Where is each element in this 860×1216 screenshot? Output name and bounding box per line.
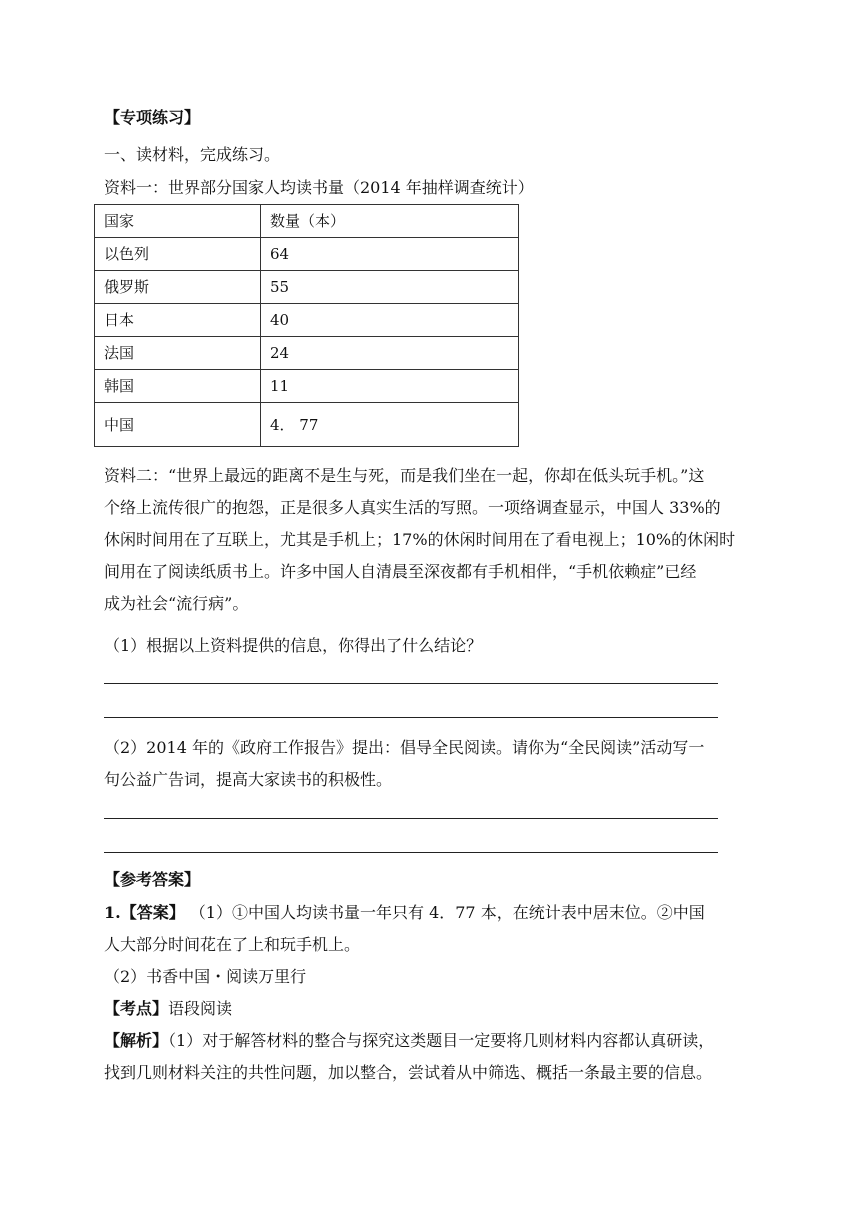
jiexi-line: 找到几则材料关注的共性问题，加以整合，尝试着从中筛选、概括一条最主要的信息。 [104, 1063, 713, 1082]
answer-text: （1）①中国人均读书量一年只有 4．77 本，在统计表中居末位。②中国 [184, 903, 705, 922]
table-row [95, 238, 519, 271]
jiexi-label: 【解析】 [104, 1031, 169, 1050]
answer-blank-line [104, 818, 718, 819]
answer-line: 人大部分时间花在了上和玩手机上。 [104, 935, 361, 954]
paragraph-line: （2）2014 年的《政府工作报告》提出：倡导全民阅读。请你为“全民阅读”活动写一 [104, 738, 705, 757]
answer-label: 1.【答案】 [104, 903, 185, 922]
table-cell-country: 中国 [95, 403, 261, 447]
paragraph-line: 句公益广告词，提高大家读书的积极性。 [104, 770, 393, 789]
table-cell-country: 法国 [95, 337, 261, 370]
paragraph-line: 成为社会“流行病”。 [104, 594, 249, 613]
answer-line: （2）书香中国・阅读万里行 [104, 967, 307, 986]
material-one-title: 资料一：世界部分国家人均读书量（2014 年抽样调查统计） [104, 178, 534, 197]
table-cell-country: 以色列 [95, 238, 261, 271]
kaodian-text: 语段阅读 [168, 999, 233, 1018]
answer-blank-line [104, 683, 718, 684]
answer-line [104, 897, 784, 929]
table-row [95, 337, 519, 370]
table-cell-count: 64 [261, 238, 519, 271]
paragraph-line: 间用在了阅读纸质书上。许多中国人自清晨至深夜都有手机相伴，“手机依赖症”已经 [104, 562, 697, 581]
table-cell-count: 4． 77 [261, 403, 519, 447]
answer-heading: 【参考答案】 [104, 870, 201, 889]
table-cell-country: 韩国 [95, 370, 261, 403]
jiexi-text: （1）对于解答材料的整合与探究这类题目一定要将几则材料内容都认真研读， [168, 1031, 715, 1050]
answer-blank-line [104, 852, 718, 853]
table-row [95, 403, 519, 447]
table-cell-count: 11 [261, 370, 519, 403]
table-cell-count: 40 [261, 304, 519, 337]
paragraph-line: 个络上流传很广的抱怨，正是很多人真实生活的写照。一项络调查显示，中国人 33%的 [104, 498, 721, 517]
answer-blank-line [104, 717, 718, 718]
table-header-row [95, 205, 519, 238]
question-two [104, 732, 784, 796]
answer-block [104, 897, 784, 1089]
paragraph-line: 休闲时间用在了互联上，尤其是手机上；17%的休闲时间用在了看电视上；10%的休闲时 [104, 530, 736, 549]
practice-heading: 【专项练习】 [104, 108, 201, 127]
question-one: （1）根据以上资料提供的信息，你得出了什么结论？ [104, 636, 483, 655]
table-row [95, 271, 519, 304]
table-cell-count: 55 [261, 271, 519, 304]
table-header-cell: 国家 [95, 205, 261, 238]
task-intro: 一、读材料，完成练习。 [104, 145, 281, 164]
kaodian-line [104, 993, 784, 1025]
table-header-cell: 数量（本） [261, 205, 519, 238]
kaodian-label: 【考点】 [104, 999, 169, 1018]
table-cell-country: 俄罗斯 [95, 271, 261, 304]
jiexi-line [104, 1025, 784, 1057]
table-row [95, 304, 519, 337]
material-two-paragraph [104, 460, 784, 620]
paragraph-line: 资料二：“世界上最远的距离不是生与死，而是我们坐在一起，你却在低头玩手机。”这 [104, 466, 705, 485]
table-cell-country: 日本 [95, 304, 261, 337]
reading-stats-table [94, 204, 519, 447]
table-row [95, 370, 519, 403]
table-cell-count: 24 [261, 337, 519, 370]
